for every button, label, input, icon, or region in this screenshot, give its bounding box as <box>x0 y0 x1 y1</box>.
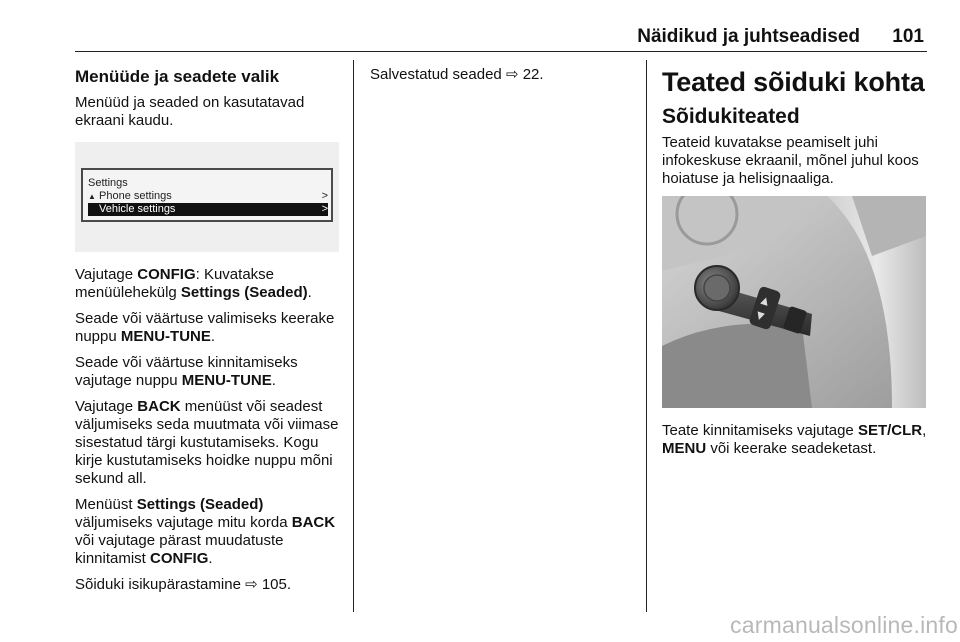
watermark: carmanualsonline.info <box>730 612 958 638</box>
screen-title: Settings <box>88 177 128 189</box>
intro-text: Teateid kuvatakse peamiselt juhi infokeskuse ekraanil, mõnel juhul koos hoiatuse ja helisignaaliga. <box>662 134 919 187</box>
column-divider-right <box>646 60 647 612</box>
reference-arrow-icon: ⇨ <box>245 576 258 593</box>
paragraph-exit: Menüüst Settings (Seaded) väljumiseks vajutage mitu korda BACK või vajutage pärast muudatuste kinnitamist CONFIG. <box>75 496 336 567</box>
rocker-arrow-icon: ▼ <box>754 309 766 323</box>
page-reference[interactable]: 22 <box>522 66 540 83</box>
left-column <box>75 66 345 602</box>
right-column <box>662 66 927 466</box>
header-rule <box>75 51 927 52</box>
steering-column-lever-photo <box>662 196 926 408</box>
settings-screen-figure <box>75 142 339 252</box>
chevron-right-icon: > <box>321 190 328 202</box>
page-header-title: Näidikud ja juhtseadised <box>637 26 860 47</box>
settings-screen <box>81 168 333 222</box>
middle-column <box>370 66 640 92</box>
chevron-right-icon: > <box>321 203 328 215</box>
paragraph-personalization: Sõiduki isikupärastamine ⇨ 105. <box>75 576 292 593</box>
section-heading: Menüüde ja seadete valik <box>75 67 280 86</box>
paragraph-back: Vajutage BACK menüüst või seadest väljumiseks seda muutmata või viimase sisestatud tärgi kustutamiseks. Kogu kirje kustutamiseks hoidke nuppu mõni sekund all. <box>75 398 339 487</box>
reference-arrow-icon: ⇨ <box>505 66 519 83</box>
page-number: 101 <box>892 26 924 47</box>
lever-end-button <box>704 275 730 301</box>
page-reference[interactable]: 105 <box>261 576 287 593</box>
rocker-arrow-icon: ▲ <box>759 294 771 308</box>
scroll-up-icon: ▲ <box>88 192 96 201</box>
screen-row-vehicle-settings: Vehicle settings > <box>88 203 328 216</box>
paragraph-saved-settings: Salvestatud seaded ⇨ 22. <box>370 66 544 83</box>
paragraph-select: Seade või väärtuse valimiseks keerake nuppu MENU-TUNE. <box>75 310 335 345</box>
sub-heading: Sõidukiteated <box>662 105 800 128</box>
paragraph-confirm: Seade või väärtuse kinnitamiseks vajutage nuppu MENU-TUNE. <box>75 354 298 389</box>
paragraph-config: Vajutage CONFIG: Kuvatakse menüülehekülg Settings (Seaded). <box>75 266 312 301</box>
intro-text: Menüüd ja seaded on kasutatavad ekraani kaudu. <box>75 94 305 129</box>
column-divider-left <box>353 60 354 612</box>
paragraph-acknowledge: Teate kinnitamiseks vajutage SET/CLR, MENU või keerake seadeketast. <box>662 422 927 457</box>
chapter-heading: Teated sõiduki kohta <box>662 67 925 97</box>
screen-row-phone-settings: ▲ Phone settings > <box>88 190 328 202</box>
